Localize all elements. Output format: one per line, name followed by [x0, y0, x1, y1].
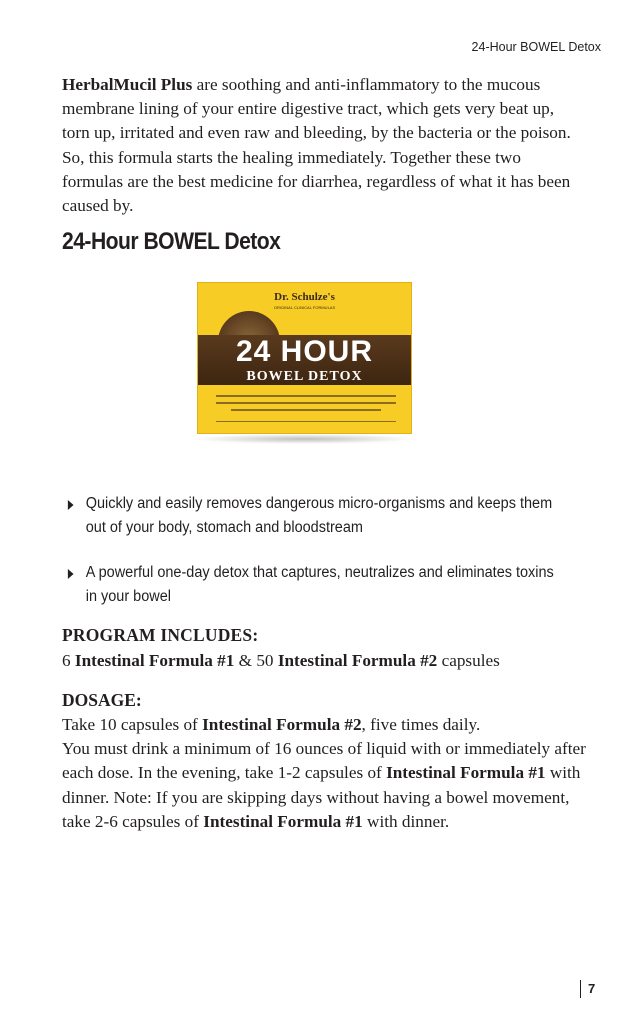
bullet-text: A powerful one-day detox that captures, neutralizes and eliminates toxins in your bowel — [85, 564, 554, 605]
dosage-p2-bold: Intestinal Formula #1 — [386, 763, 546, 783]
product-detox-text: BOWEL DETOX — [246, 369, 363, 384]
dosage-p3: with dinner. Note: If you are skipping days without having a bowel movement, take 2-6 capsules of — [62, 763, 581, 831]
dosage-line1-bold: Intestinal Formula #2 — [202, 715, 362, 734]
dosage-paragraph — [62, 737, 587, 834]
dosage-line1 — [62, 713, 587, 737]
intro-product-name: HerbalMucil Plus — [62, 75, 193, 94]
product-box — [197, 282, 412, 434]
page-number: 7 — [588, 981, 596, 996]
running-head: 24-Hour BOWEL Detox — [471, 40, 601, 54]
triangle-bullet-icon — [68, 569, 74, 579]
dosage-p2: You must drink a minimum of 16 ounces of liquid with or immediately after each dose. In the evening, take 1-2 capsules of — [62, 739, 586, 783]
product-fine-print-line — [216, 395, 396, 397]
list-item — [66, 561, 555, 609]
program-join: & 50 — [234, 651, 278, 670]
intro-paragraph — [62, 73, 582, 218]
product-shadow — [193, 434, 415, 444]
program-suffix: capsules — [437, 651, 500, 670]
program-item1: Intestinal Formula #1 — [74, 651, 235, 670]
list-item — [66, 492, 555, 540]
product-fine-print-line — [231, 409, 381, 411]
product-big-text: 24 HOUR — [235, 335, 374, 368]
dosage-heading: DOSAGE: — [62, 690, 142, 710]
dosage-p3-bold: Intestinal Formula #1 — [203, 811, 363, 831]
program-heading: PROGRAM INCLUDES: — [62, 625, 259, 645]
folio-rule — [580, 980, 581, 998]
program-body — [62, 649, 500, 673]
bullet-text: Quickly and easily removes dangerous micro-organisms and keeps them out of your body, stomach and bloodstream — [85, 495, 553, 536]
intro-text: are soothing and anti-inflammatory to the mucous membrane lining of your entire digestive tract, which gets very beat up, torn up, irritated and even raw and bleeding, by the bacteria or the poison. So, this formula starts the healing immediately. Together these two formulas are the best medicine for diarrhea, regardless of what it has been caused by. — [62, 75, 571, 216]
program-item2: Intestinal Formula #2 — [277, 651, 438, 670]
dosage-line1-pre: Take 10 capsules of — [62, 715, 203, 734]
dosage-p4: with dinner. — [362, 811, 450, 831]
section-title: 24-Hour BOWEL Detox — [62, 228, 281, 255]
benefit-list — [66, 492, 566, 609]
triangle-bullet-icon — [68, 500, 74, 510]
dosage-body — [62, 713, 587, 834]
dosage-line1-post: , five times daily. — [361, 715, 481, 734]
program-qty1: 6 — [62, 651, 75, 670]
product-fine-print-line — [216, 402, 396, 404]
product-fine-print-line — [216, 421, 396, 422]
product-subtitle: ORIGINAL CLINICAL FORMULAS — [273, 305, 336, 310]
product-image — [197, 282, 412, 442]
product-brand: Dr. Schulze's — [274, 291, 335, 303]
